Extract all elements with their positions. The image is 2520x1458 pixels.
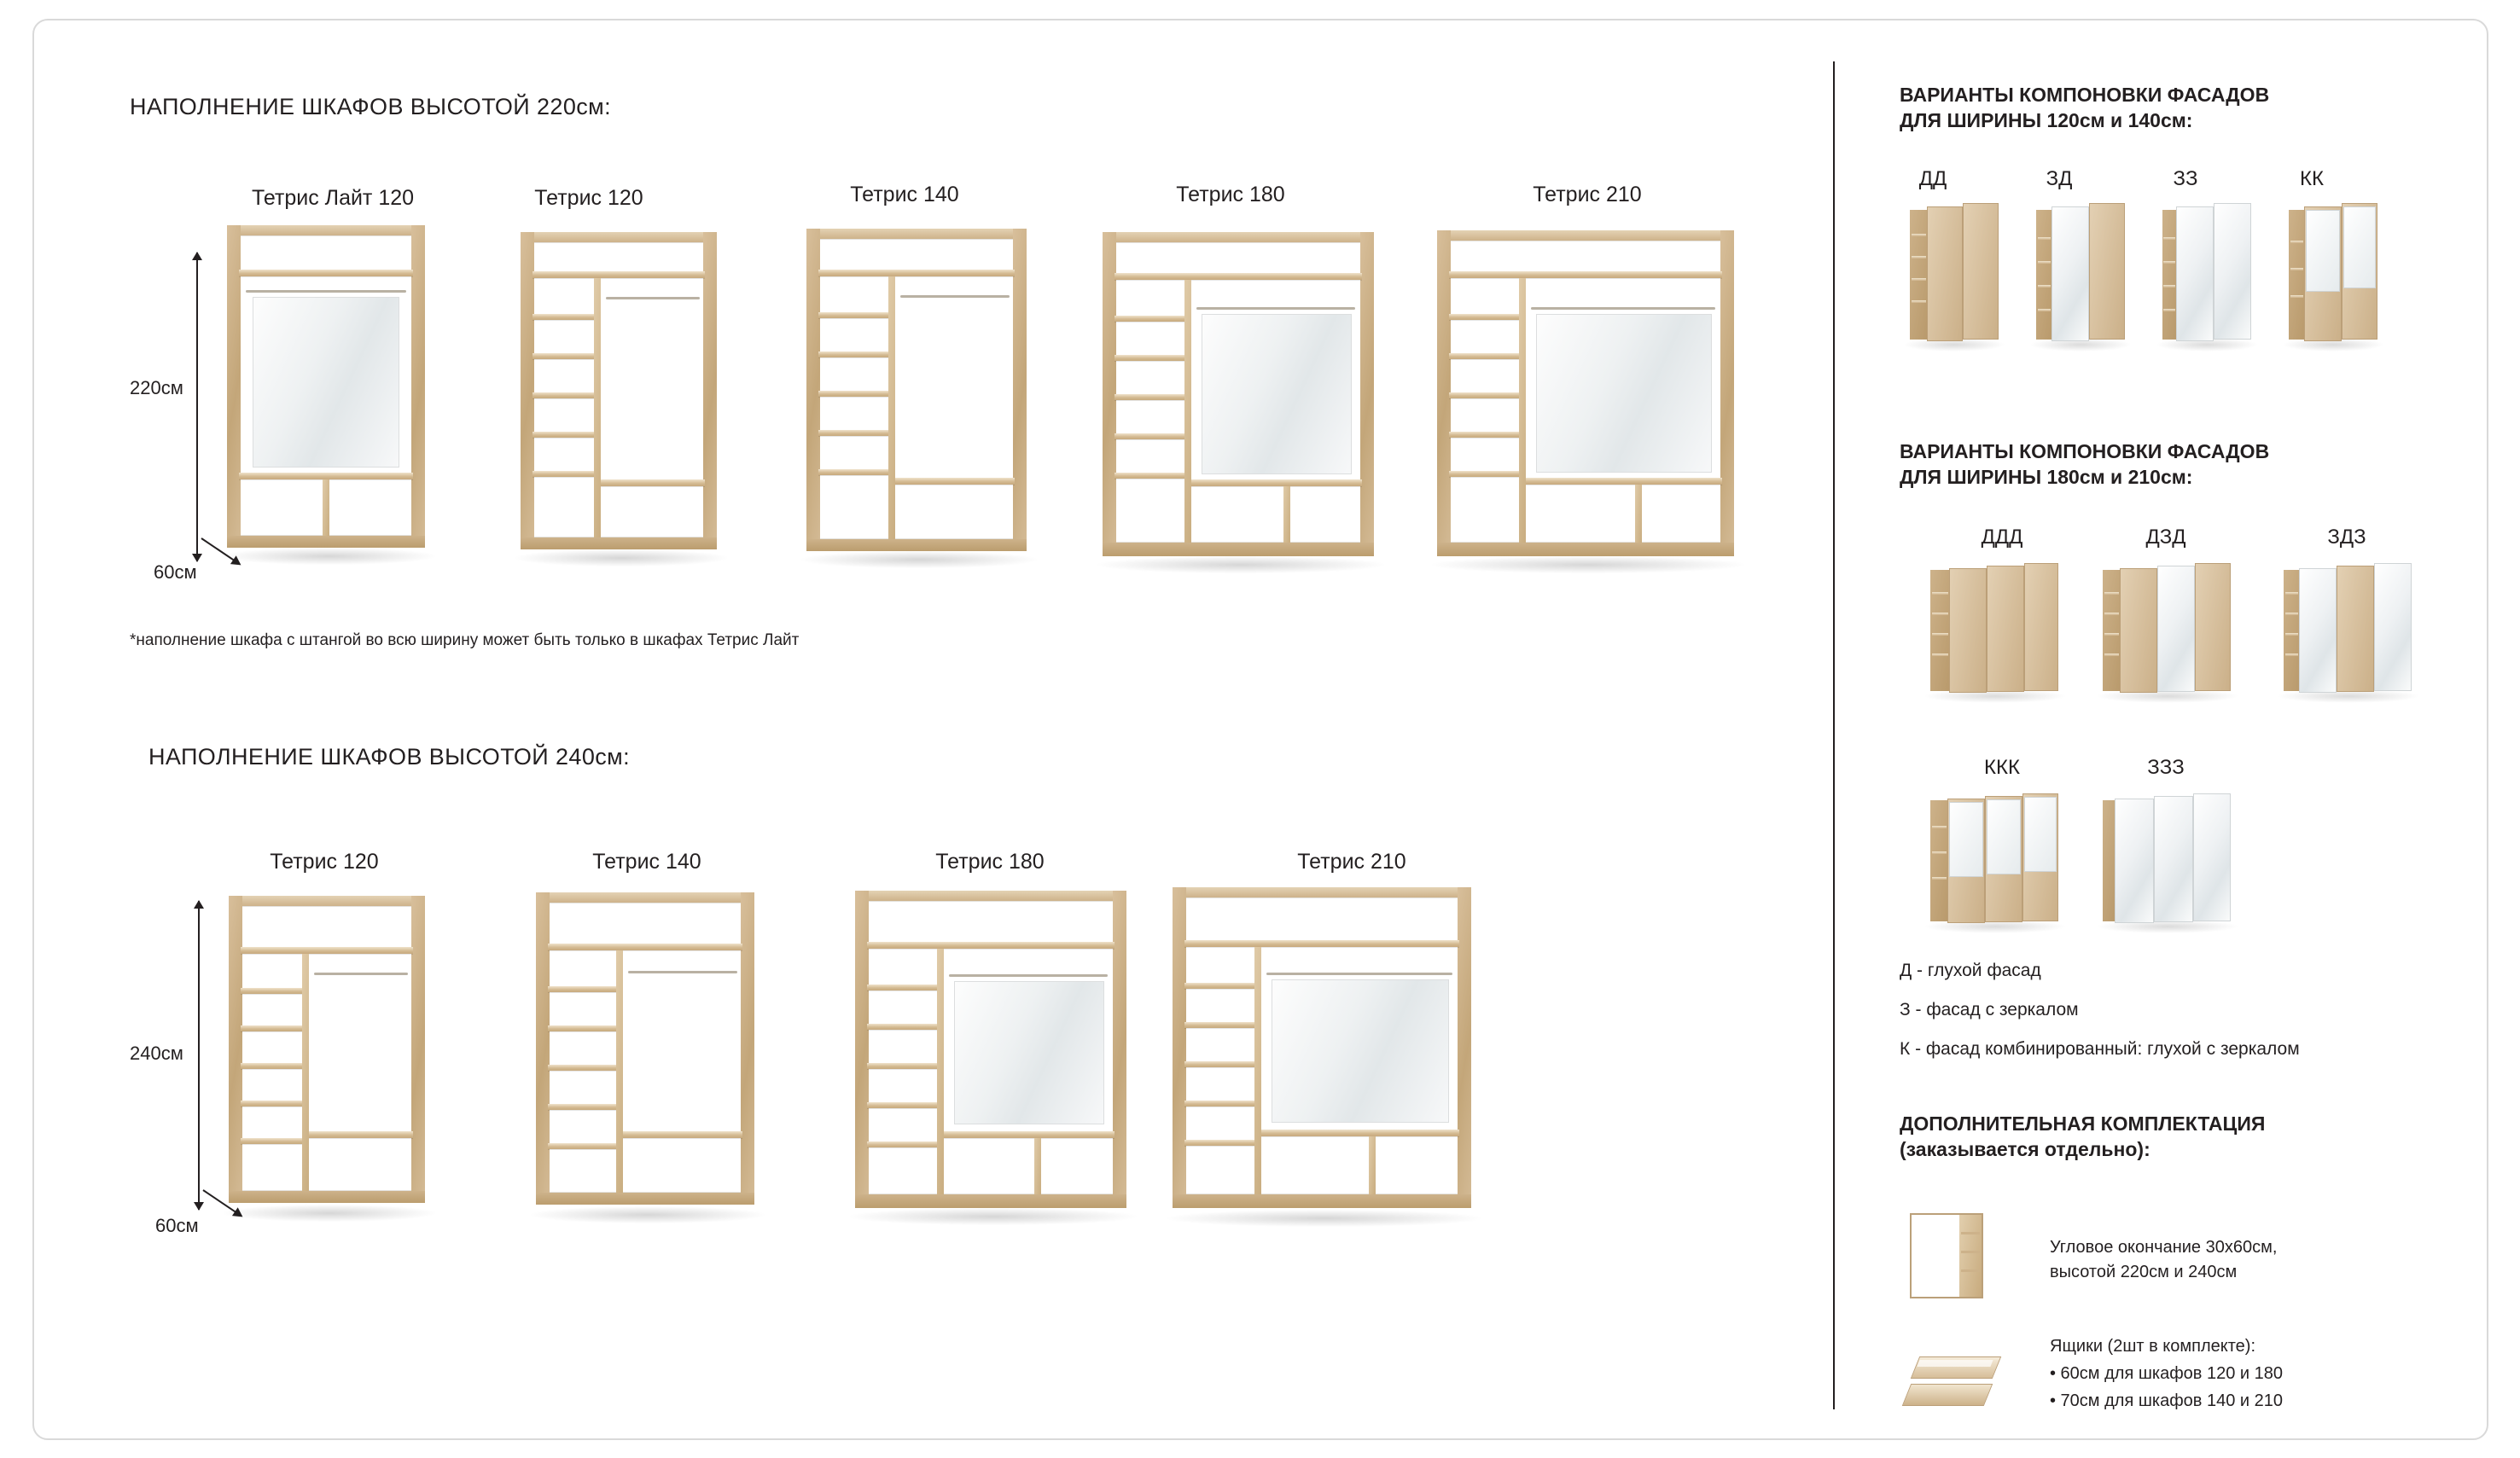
- facade-door-mirror: [2193, 793, 2231, 921]
- drawer-inner-highlight: [1917, 1360, 1993, 1367]
- cabinet-vertical-divider: [594, 278, 601, 537]
- height-dimension-label-220: 220см: [130, 377, 183, 398]
- cabinet-shadow: [515, 549, 727, 566]
- cabinet-shelf: [1115, 316, 1184, 322]
- facade-code-dzd: ДЗД: [2145, 526, 2186, 549]
- cabinet-shelf: [1115, 433, 1184, 439]
- facade-120-140-title-line2: ДЛЯ ШИРИНЫ 120см и 140см:: [1900, 109, 2193, 131]
- cabinet-shelf: [533, 432, 594, 438]
- extras-corner-line2: высотой 220см и 240см: [2050, 1263, 2238, 1281]
- cabinet-shelf: [1191, 479, 1362, 486]
- cabinet-plinth: [521, 537, 717, 549]
- cabinet-shelf: [241, 1025, 302, 1031]
- facade-120-140-title-line1: ВАРИАНТЫ КОМПОНОВКИ ФАСАДОВ: [1900, 84, 2270, 106]
- cabinet-shelf: [818, 351, 888, 357]
- cabinet-left-side: [536, 892, 550, 1203]
- cabinet-right-side: [1720, 230, 1734, 555]
- cabinet-shelf: [1184, 940, 1459, 947]
- cabinet-top-panel: [536, 892, 754, 903]
- extras-title-line2: (заказывается отдельно):: [1900, 1138, 2150, 1160]
- cabinet-shadow: [222, 548, 435, 565]
- facade-door-mirror: [2157, 566, 2195, 692]
- cabinet-shelf: [241, 947, 413, 954]
- cabinet-shadow: [1432, 556, 1744, 573]
- facade-side-shelves: [1910, 210, 1927, 340]
- extras-corner-line1: Угловое окончание 30х60см,: [2050, 1238, 2278, 1257]
- cabinet-shelf: [241, 1063, 302, 1069]
- cabinet-hanging-rod: [1531, 307, 1715, 310]
- facade-shelf: [2285, 592, 2298, 595]
- facade-code-zz: ЗЗ: [2173, 167, 2198, 190]
- cabinet-vertical-divider: [1254, 947, 1261, 1194]
- cabinet-hanging-rod: [628, 971, 737, 973]
- facade-code-kk: КК: [2300, 167, 2324, 190]
- cabinet-plinth: [806, 539, 1027, 551]
- cabinet-shelf: [533, 314, 594, 320]
- cabinet-top-panel: [229, 896, 425, 906]
- legend-item-z: З - фасад с зеркалом: [1900, 1000, 2079, 1019]
- cabinet-shelf: [548, 986, 616, 992]
- height-dimension-label-240: 240см: [130, 1043, 183, 1064]
- facade-shelf: [1932, 851, 1947, 854]
- facade-door-mirror: [2176, 206, 2214, 341]
- facade-door-combined-mirror-part: [2306, 210, 2340, 292]
- facade-shelf: [2038, 285, 2051, 288]
- cabinet-plinth: [1103, 543, 1374, 556]
- facade-door-combined-mirror-part: [1987, 799, 2021, 874]
- corner-end-shelf: [1961, 1269, 1980, 1272]
- cabinet-label-tetris-light-120-220: Тетрис Лайт 120: [251, 186, 415, 210]
- cabinet-shelf: [818, 312, 888, 318]
- cabinet-label-tetris-120-220: Тетрис 120: [534, 186, 643, 210]
- cabinet-tetris-210-240: [1173, 887, 1471, 1218]
- cabinet-shelf: [944, 1131, 1115, 1138]
- cabinet-shelf: [241, 1138, 302, 1144]
- facade-thumb-zz: [2162, 203, 2251, 346]
- cabinet-right-side: [411, 225, 425, 546]
- facade-shelf: [2285, 613, 2298, 615]
- facade-shelf: [1912, 234, 1926, 236]
- facade-shelf: [2290, 241, 2303, 243]
- facade-shelf: [2285, 653, 2298, 656]
- extras-drawers-line1: Ящики (2шт в комплекте):: [2050, 1337, 2255, 1356]
- cabinet-vertical-divider: [302, 954, 309, 1191]
- cabinet-shelf: [309, 1131, 413, 1138]
- cabinet-label-tetris-210-240: Тетрис 210: [1297, 850, 1406, 874]
- cabinet-vertical-divider: [323, 479, 329, 536]
- cabinet-hanging-rod: [606, 297, 700, 299]
- cabinet-interior-panel: [954, 981, 1104, 1124]
- cabinet-shelf: [1184, 1061, 1254, 1067]
- cabinet-hanging-rod: [1266, 973, 1452, 975]
- cabinet-vertical-divider: [1635, 485, 1642, 543]
- cabinet-hanging-rod: [949, 974, 1108, 977]
- facade-door-mirror: [2299, 568, 2337, 693]
- facade-door-mirror: [2374, 563, 2412, 691]
- cabinet-vertical-divider: [1034, 1138, 1041, 1194]
- facade-door-opaque: [2120, 568, 2157, 693]
- facade-shelf: [1912, 300, 1926, 303]
- cabinet-top-panel: [806, 229, 1027, 239]
- cabinet-vertical-divider: [888, 276, 895, 539]
- facade-thumb-ddd: [1930, 563, 2058, 698]
- cabinet-interior-panel: [1536, 314, 1712, 473]
- cabinet-left-side: [806, 229, 820, 549]
- cabinet-hanging-rod: [314, 973, 408, 975]
- cabinet-top-panel: [1103, 232, 1374, 242]
- cabinet-interior-panel: [1272, 979, 1449, 1123]
- cabinet-shelf: [548, 1104, 616, 1110]
- facade-door-opaque: [2089, 203, 2125, 340]
- cabinet-tetris-180-240: [855, 891, 1126, 1217]
- footnote-text: *наполнение шкафа с штангой во всю ширину может быть только в шкафах Тетрис Лайт: [130, 631, 800, 649]
- facade-code-zd: ЗД: [2046, 167, 2073, 190]
- depth-dimension-label-240: 60см: [155, 1215, 199, 1236]
- cabinet-shelf: [1184, 1022, 1254, 1028]
- cabinet-shelf: [533, 392, 594, 398]
- cabinet-tetris-180-220: [1103, 232, 1374, 565]
- facade-shelf: [2163, 309, 2175, 311]
- corner-end-shelf: [1961, 1232, 1980, 1234]
- extras-drawers-line3: • 70см для шкафов 140 и 210: [2050, 1391, 2283, 1410]
- cabinet-shelf: [1449, 471, 1519, 477]
- facade-door-opaque: [1987, 566, 2024, 692]
- cabinet-shelf: [533, 353, 594, 359]
- cabinet-shelf: [1115, 273, 1362, 280]
- cabinet-shelf: [867, 1102, 937, 1108]
- facade-shelf: [1912, 278, 1926, 281]
- facade-thumb-zzz: [2103, 793, 2231, 928]
- cabinet-shelf: [895, 478, 1015, 485]
- cabinet-shelf: [548, 1065, 616, 1071]
- cabinet-label-tetris-120-240: Тетрис 120: [270, 850, 379, 874]
- cabinet-shadow: [224, 1205, 435, 1222]
- facade-door-mirror: [2214, 203, 2251, 340]
- facade-shelf: [1932, 633, 1948, 636]
- cabinet-shadow: [850, 1208, 1137, 1225]
- facade-code-dd: ДД: [1918, 167, 1947, 190]
- facade-shelf: [2104, 653, 2119, 656]
- cabinet-shelf: [1115, 355, 1184, 361]
- cabinet-tetris-120-240: [229, 896, 425, 1213]
- cabinet-top-panel: [1173, 887, 1471, 897]
- facade-door-combined-mirror-part: [2343, 206, 2376, 288]
- cabinet-tetris-210-220: [1437, 230, 1734, 565]
- cabinet-plinth: [1437, 543, 1734, 556]
- vertical-divider: [1833, 61, 1835, 1409]
- facade-thumb-zdz: [2284, 563, 2412, 698]
- cabinet-left-side: [521, 232, 534, 548]
- cabinet-shelf: [1115, 394, 1184, 400]
- cabinet-left-side: [855, 891, 869, 1205]
- facade-side-shelves: [2284, 570, 2299, 691]
- cabinet-shadow: [531, 1206, 765, 1223]
- cabinet-shelf: [867, 1141, 937, 1147]
- cabinet-vertical-divider: [1184, 280, 1191, 543]
- facade-shelf: [2038, 237, 2051, 240]
- cabinet-shelf: [239, 473, 413, 479]
- cabinet-vertical-divider: [937, 949, 944, 1194]
- facade-180-210-title-line2: ДЛЯ ШИРИНЫ 180см и 210см:: [1900, 466, 2193, 488]
- facade-180-210-title-line1: ВАРИАНТЫ КОМПОНОВКИ ФАСАДОВ: [1900, 440, 2270, 462]
- facade-shelf: [2038, 261, 2051, 264]
- facade-shelf: [2038, 309, 2051, 311]
- cabinet-vertical-divider: [1283, 486, 1290, 543]
- cabinet-back-panel: [818, 239, 1015, 539]
- cabinet-shelf: [241, 988, 302, 994]
- facade-door-combined-mirror-part: [1949, 802, 1983, 877]
- cabinet-label-tetris-180-220: Тетрис 180: [1176, 183, 1285, 206]
- cabinet-right-side: [703, 232, 717, 548]
- diagram-sheet: [32, 19, 2488, 1440]
- cabinet-plinth: [1173, 1194, 1471, 1208]
- cabinet-tetris-140-220: [806, 229, 1027, 560]
- cabinet-shelf: [867, 1024, 937, 1030]
- facade-door-mirror: [2154, 796, 2193, 922]
- cabinet-left-side: [229, 896, 242, 1201]
- cabinet-shelf: [1449, 353, 1519, 359]
- height-dimension-arrow-220: [196, 253, 198, 561]
- facade-side-shelves: [2289, 210, 2304, 340]
- facade-door-mirror: [2052, 206, 2089, 341]
- legend-item-d: Д - глухой фасад: [1900, 961, 2041, 980]
- cabinet-shelf: [601, 479, 705, 486]
- facade-side-shelves: [1930, 570, 1949, 691]
- cabinet-interior-panel: [1202, 314, 1352, 474]
- corner-end-shelf: [1961, 1251, 1980, 1253]
- facade-shelf: [1932, 826, 1947, 828]
- facade-thumb-kkk: [1930, 793, 2058, 928]
- cabinet-shelf: [1184, 983, 1254, 989]
- facade-shelf: [2163, 261, 2175, 264]
- cabinet-tetris-140-240: [536, 892, 754, 1215]
- facade-door-opaque: [1927, 206, 1963, 341]
- facade-door-combined-mirror-part: [2024, 797, 2057, 872]
- legend-item-k: К - фасад комбинированный: глухой с зеркалом: [1900, 1039, 2300, 1059]
- cabinet-shelf: [818, 270, 1015, 276]
- cabinet-shelf: [548, 944, 742, 950]
- facade-shelf: [1932, 877, 1947, 880]
- depth-dimension-label-220: 60см: [154, 561, 197, 583]
- cabinet-shadow: [1097, 556, 1384, 573]
- facade-code-kkk: ККК: [1984, 756, 2020, 779]
- cabinet-tetris-light-120-220: [227, 225, 425, 556]
- cabinet-right-side: [1013, 229, 1027, 549]
- cabinet-right-side: [411, 896, 425, 1201]
- cabinet-tetris-120-220: [521, 232, 717, 558]
- cabinet-plinth: [536, 1193, 754, 1205]
- cabinet-shelf: [239, 270, 413, 276]
- cabinet-shelf: [1526, 478, 1722, 485]
- facade-shelf: [1932, 653, 1948, 656]
- cabinet-shelf: [1449, 271, 1722, 278]
- cabinet-vertical-divider: [1519, 278, 1526, 543]
- cabinet-shelf: [533, 271, 705, 278]
- cabinet-shelf: [867, 1063, 937, 1069]
- facade-code-ddd: ДДД: [1981, 526, 2023, 549]
- facade-shelf: [2104, 633, 2119, 636]
- cabinet-shelf: [1115, 473, 1184, 479]
- facade-thumb-zd: [2036, 203, 2125, 346]
- cabinet-plinth: [855, 1194, 1126, 1208]
- cabinet-top-panel: [227, 225, 425, 235]
- cabinet-shelf: [818, 469, 888, 475]
- facade-shelf: [1932, 613, 1948, 615]
- cabinet-plinth: [229, 1191, 425, 1203]
- facade-door-opaque: [2195, 563, 2231, 691]
- facade-shelf: [2163, 285, 2175, 288]
- facade-shelf: [2290, 268, 2303, 270]
- cabinet-shelf: [867, 942, 1115, 949]
- facade-side-shelves: [2103, 800, 2115, 921]
- cabinet-shadow: [1167, 1210, 1481, 1227]
- cabinet-top-panel: [521, 232, 717, 242]
- facade-code-zzz: ЗЗЗ: [2147, 756, 2185, 779]
- facade-door-opaque: [2024, 563, 2058, 691]
- height-dimension-arrow-240: [198, 901, 200, 1210]
- facade-shelf: [2104, 592, 2119, 595]
- extras-drawers-line2: • 60см для шкафов 120 и 180: [2050, 1364, 2283, 1383]
- facade-door-opaque: [2337, 566, 2374, 692]
- cabinet-label-tetris-210-220: Тетрис 210: [1533, 183, 1642, 206]
- cabinet-shelf: [1449, 392, 1519, 398]
- cabinet-shelf: [623, 1131, 742, 1138]
- cabinet-back-panel: [533, 242, 705, 537]
- cabinet-shelf: [548, 1143, 616, 1149]
- cabinet-interior-panel: [253, 297, 399, 468]
- facade-shelf: [2285, 633, 2298, 636]
- cabinet-vertical-divider: [1369, 1136, 1376, 1194]
- cabinet-hanging-rod: [246, 290, 406, 293]
- facade-shelf: [2104, 613, 2119, 615]
- cabinet-top-panel: [855, 891, 1126, 901]
- cabinet-right-side: [1113, 891, 1126, 1205]
- cabinet-shelf: [533, 471, 594, 477]
- facade-shelf: [2163, 237, 2175, 240]
- cabinet-label-tetris-180-240: Тетрис 180: [935, 850, 1045, 874]
- facade-door-mirror: [2115, 799, 2154, 923]
- cabinet-label-tetris-140-220: Тетрис 140: [850, 183, 959, 206]
- cabinet-shelf: [1449, 432, 1519, 438]
- cabinet-hanging-rod: [1196, 307, 1355, 310]
- corner-end-thumbnail: [1910, 1213, 1983, 1298]
- cabinet-shelf: [818, 430, 888, 436]
- facade-shelf: [1912, 256, 1926, 258]
- cabinet-hanging-rod: [900, 295, 1010, 298]
- facade-thumb-kk: [2289, 203, 2377, 346]
- cabinet-right-side: [1458, 887, 1471, 1206]
- facade-shelf: [2290, 295, 2303, 298]
- drawers-thumbnail: [1903, 1331, 1992, 1425]
- cabinet-shelf: [1184, 1140, 1254, 1146]
- cabinet-vertical-divider: [616, 950, 623, 1193]
- cabinet-label-tetris-140-240: Тетрис 140: [592, 850, 701, 874]
- facade-side-shelves: [2103, 570, 2120, 691]
- cabinet-left-side: [1103, 232, 1116, 555]
- facade-side-shelves: [2162, 210, 2176, 340]
- section-title-240: НАПОЛНЕНИЕ ШКАФОВ ВЫСОТОЙ 240см:: [148, 744, 630, 770]
- cabinet-shelf: [818, 391, 888, 397]
- cabinet-shadow: [801, 551, 1037, 568]
- cabinet-plinth: [227, 536, 425, 548]
- cabinet-shelf: [1184, 1101, 1254, 1107]
- cabinet-left-side: [1173, 887, 1186, 1206]
- cabinet-shelf: [241, 1101, 302, 1107]
- section-title-220: НАПОЛНЕНИЕ ШКАФОВ ВЫСОТОЙ 220см:: [130, 94, 611, 119]
- cabinet-shelf: [867, 985, 937, 990]
- facade-door-opaque: [1949, 568, 1987, 693]
- facade-side-shelves: [2036, 210, 2052, 340]
- drawer-box-lower: [1902, 1384, 1993, 1406]
- facade-thumb-dd: [1910, 203, 1999, 346]
- corner-end-side: [1959, 1215, 1982, 1297]
- facade-side-shelves: [1930, 800, 1947, 921]
- cabinet-top-panel: [1437, 230, 1734, 241]
- extras-title-line1: ДОПОЛНИТЕЛЬНАЯ КОМПЛЕКТАЦИЯ: [1900, 1112, 2266, 1135]
- cabinet-shelf: [548, 1025, 616, 1031]
- facade-thumb-dzd: [2103, 563, 2231, 698]
- facade-code-zdz: ЗДЗ: [2327, 526, 2366, 549]
- facade-shelf: [1932, 592, 1948, 595]
- facade-door-opaque: [1963, 203, 1999, 340]
- cabinet-shelf: [1449, 314, 1519, 320]
- cabinet-right-side: [741, 892, 754, 1203]
- cabinet-shelf: [1261, 1130, 1459, 1136]
- cabinet-right-side: [1360, 232, 1374, 555]
